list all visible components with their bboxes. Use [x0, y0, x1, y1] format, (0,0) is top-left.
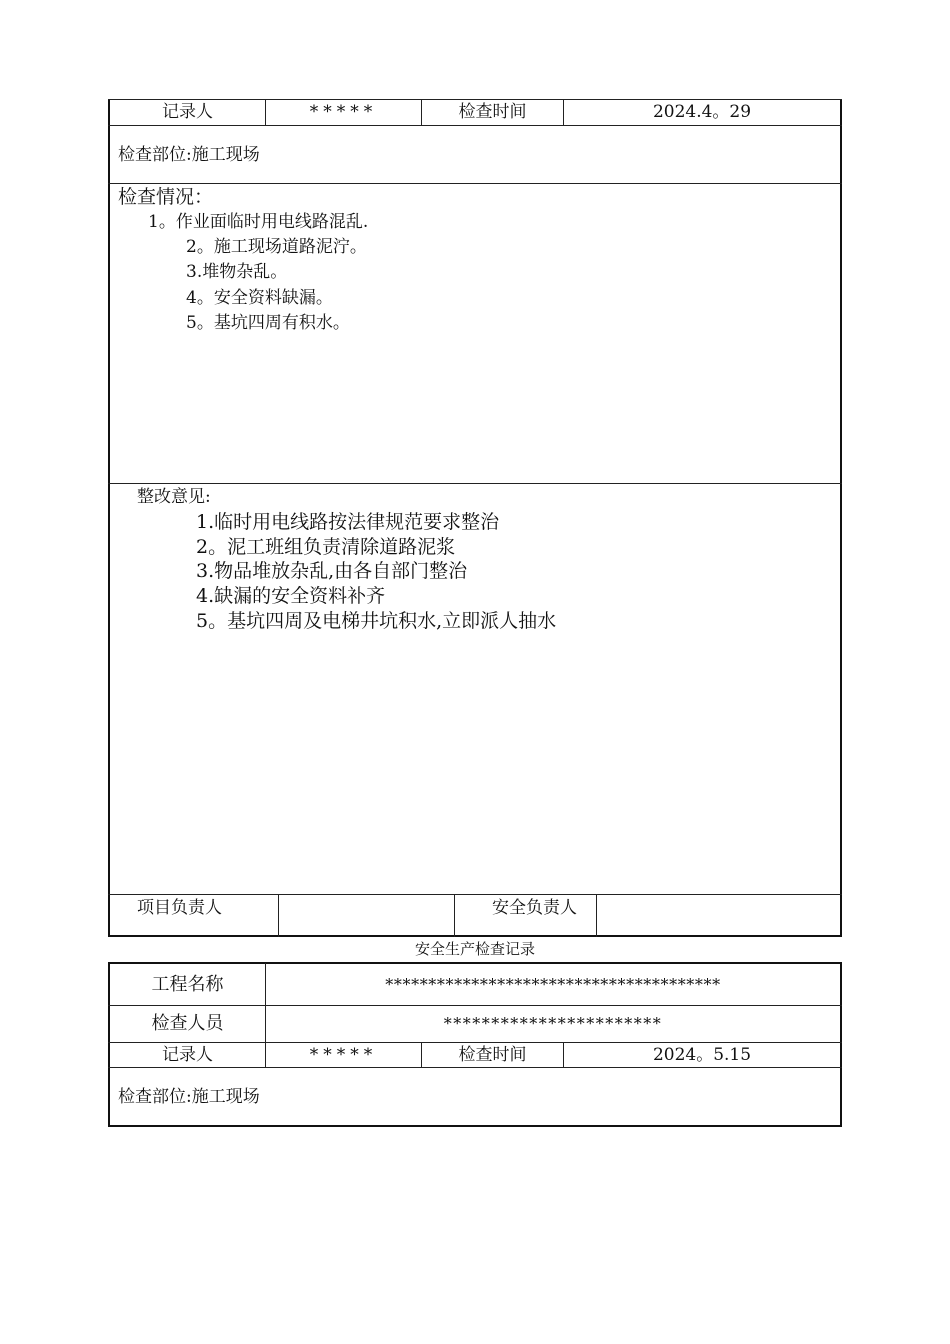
inspection-location-2: 检查部位:施工现场 [118, 1087, 260, 1107]
project-name-value: *************************************** [385, 975, 721, 994]
inspection-time-label: 检查时间 [458, 102, 527, 122]
record-heading: 安全生产检查记录 [414, 940, 535, 958]
recorder-value: ***** [309, 102, 378, 122]
inspectors-label: 检查人员 [151, 1013, 224, 1034]
project-lead-signature [279, 895, 454, 936]
project-name-label: 工程名称 [151, 974, 224, 995]
safety-lead-label: 安全负责人 [492, 898, 577, 918]
rectify-item-1: 1.临时用电线路按法律规范要求整治 [196, 511, 500, 533]
rectify-item-3: 3.物品堆放杂乱,由各自部门整治 [196, 560, 468, 582]
inspection-time-value-2: 2024。5.15 [652, 1045, 752, 1065]
situation-item-1: 1。作业面临时用电线路混乱. [148, 212, 369, 232]
rectify-item-5: 5。基坑四周及电梯井坑积水,立即派人抽水 [196, 610, 557, 632]
rectify-item-2: 2。泥工班组负责清除道路泥浆 [196, 536, 456, 558]
recorder-label-2: 记录人 [162, 1045, 213, 1065]
rectify-item-4: 4.缺漏的安全资料补齐 [196, 585, 386, 607]
project-lead-label: 项目负责人 [137, 898, 222, 918]
safety-lead-signature [597, 895, 840, 936]
inspection-location: 检查部位:施工现场 [118, 145, 260, 165]
situation-item-2: 2。施工现场道路泥泞。 [186, 237, 367, 257]
situation-item-3: 3.堆物杂乱。 [186, 262, 288, 282]
recorder-value-2: ***** [309, 1045, 378, 1065]
inspection-time-label-2: 检查时间 [458, 1045, 527, 1065]
situation-item-4: 4。安全资料缺漏。 [186, 288, 333, 308]
inspection-time-value: 2024.4。29 [652, 102, 752, 122]
rectify-title: 整改意见: [137, 487, 211, 507]
recorder-label: 记录人 [162, 102, 213, 122]
inspectors-value: *********************** [443, 1014, 663, 1033]
situation-title: 检查情况： [118, 186, 214, 208]
situation-item-5: 5。基坑四周有积水。 [186, 313, 350, 333]
